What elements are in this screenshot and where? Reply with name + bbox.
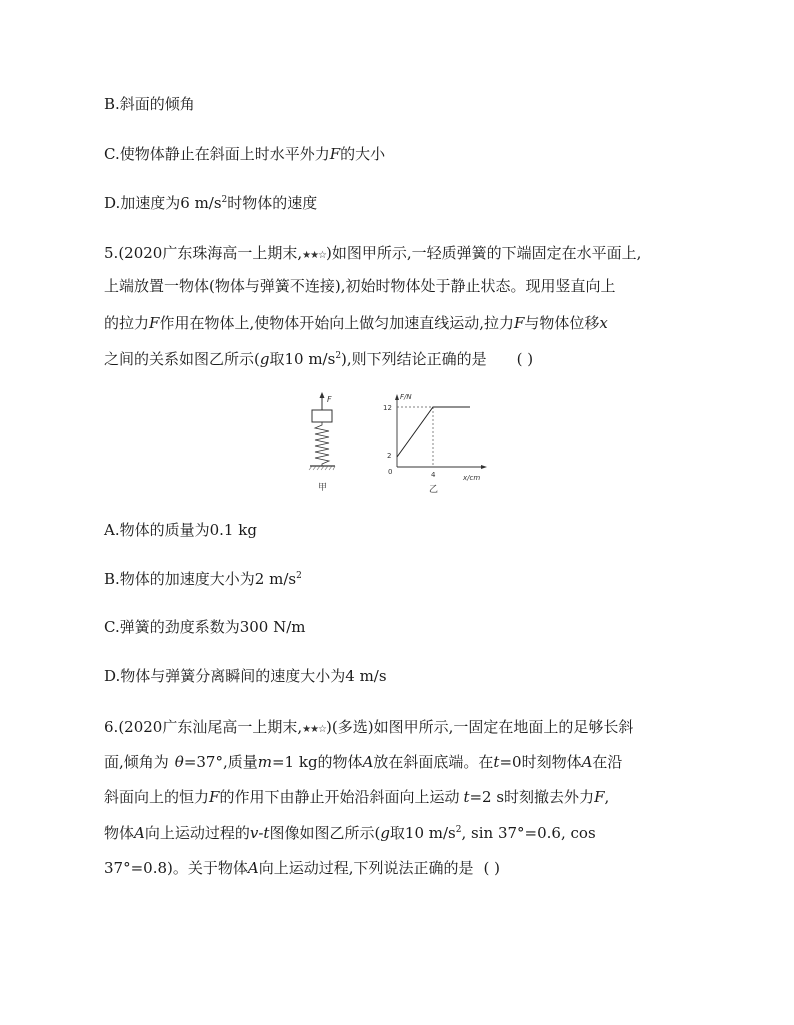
q6-source: (2020广东汕尾高一上期末, <box>118 718 303 736</box>
superscript: 2 <box>296 571 302 581</box>
displacement-variable: x <box>599 314 608 332</box>
superscript: 2 <box>335 351 342 361</box>
q6-text: 向上运动过程的 <box>144 824 250 842</box>
q5-line-2: 上端放置一物体(物体与弹簧不连接),初始时物体处于静止状态。现用竖直向上 <box>104 277 616 295</box>
q6-line-1 <box>104 717 633 740</box>
object-variable: A <box>362 753 374 771</box>
force-variable: F <box>329 145 341 163</box>
q6-line-4 <box>104 823 596 843</box>
force-variable: F <box>149 314 160 332</box>
block-icon <box>312 410 332 422</box>
force-variable: F <box>594 788 605 806</box>
q5-figure <box>300 390 500 500</box>
tick-4: 4 <box>431 471 436 479</box>
q5-text: 与物体位移 <box>524 314 600 332</box>
jia-label: 甲 <box>318 483 328 493</box>
q5-text: 取10 m/s <box>269 350 336 368</box>
gravity-variable: g <box>259 350 270 368</box>
q6-text: 的作用下由静止开始沿斜面向上运动 <box>219 788 460 806</box>
arrow-head-icon <box>320 392 325 398</box>
force-label: F <box>327 395 332 404</box>
q6-text: 在沿 <box>592 753 623 771</box>
figure-yi-graph <box>383 393 487 495</box>
q5-text-1: 如图甲所示,一轻质弹簧的下端固定在水平面上, <box>331 244 642 262</box>
q6-text: 物体 <box>104 824 135 842</box>
q6-text: 面,倾角为 <box>104 753 169 771</box>
q5-text: ),则下列结论正确的是 <box>341 350 487 368</box>
vt-variable: v-t <box>249 824 270 842</box>
q5-line-4 <box>104 349 533 369</box>
object-variable: A <box>247 859 259 877</box>
option-c-text: C.使物体静止在斜面上时水平外力 <box>104 145 330 163</box>
superscript: 2 <box>221 195 228 205</box>
f-x-line <box>397 407 470 457</box>
q5-source: (2020广东珠海高一上期末, <box>118 244 303 262</box>
spring-icon <box>315 422 329 466</box>
q6-line-3 <box>104 787 609 807</box>
q5-option-b <box>104 569 302 589</box>
yi-label: 乙 <box>429 485 439 495</box>
q6-line-5 <box>104 858 500 878</box>
q6-text: =1 kg的物体 <box>271 753 363 771</box>
q6-text: =37°,质量 <box>183 753 258 771</box>
q5-source-close: ) <box>326 244 332 262</box>
q5-number: 5. <box>104 244 119 262</box>
answer-blank[interactable]: ( ) <box>483 859 500 877</box>
q5-option-d: D.物体与弹簧分离瞬间的速度大小为4 m/s <box>104 667 387 685</box>
q5-option-b-text: B.物体的加速度大小为2 m/s <box>104 570 297 588</box>
answer-blank[interactable]: ( ) <box>516 350 534 368</box>
q5-option-a: A.物体的质量为0.1 kg <box>104 521 257 539</box>
tick-2: 2 <box>387 452 392 460</box>
option-d-suffix: 时物体的速度 <box>227 194 318 212</box>
ground-hatch-icon <box>309 466 335 470</box>
q6-text: =0时刻物体 <box>499 753 582 771</box>
q6-text: 图像如图乙所示( <box>269 824 381 842</box>
gravity-variable: g <box>380 824 390 842</box>
q6-text: 37°=0.8)。关于物体 <box>104 859 248 877</box>
time-variable: t <box>493 753 500 771</box>
object-variable: A <box>134 824 145 842</box>
q5-line-3 <box>104 313 608 333</box>
q6-text: 取10 m/s <box>389 824 456 842</box>
force-variable: F <box>513 314 525 332</box>
object-variable: A <box>581 753 593 771</box>
q5-line-1 <box>104 243 641 266</box>
q5-text: 的拉力 <box>104 314 150 332</box>
figure-jia <box>309 392 335 493</box>
q5-option-c: C.弹簧的劲度系数为300 N/m <box>104 618 306 636</box>
x-axis-label: x/cm <box>463 474 481 482</box>
q6-text: , <box>604 788 610 806</box>
q6-text: 向上运动过程,下列说法正确的是 <box>258 859 474 877</box>
q6-number: 6. <box>104 718 119 736</box>
q6-text-1: (多选)如图甲所示,一固定在地面上的足够长斜 <box>331 718 634 736</box>
tick-0: 0 <box>388 468 393 476</box>
q6-line-2 <box>104 752 622 772</box>
difficulty-stars-icon: ★★☆ <box>302 250 327 261</box>
y-axis-arrow-icon <box>395 394 399 400</box>
time-variable: t <box>463 788 470 806</box>
q6-text: , sin 37°=0.6, cos <box>461 824 596 842</box>
angle-variable: θ <box>174 753 184 771</box>
q6-text: 斜面向上的恒力 <box>104 788 210 806</box>
superscript: 2 <box>455 825 462 835</box>
option-d-text: D.加速度为6 m/s <box>104 194 222 212</box>
q6-text: =2 s时刻撤去外力 <box>469 788 595 806</box>
tick-12: 12 <box>383 404 392 412</box>
q5-text: 之间的关系如图乙所示( <box>104 350 260 368</box>
x-axis-arrow-icon <box>481 465 487 469</box>
option-c-prev <box>104 144 385 164</box>
difficulty-stars-icon: ★★☆ <box>302 724 327 735</box>
q6-text: 放在斜面底端。在 <box>373 753 494 771</box>
option-d-prev <box>104 193 317 213</box>
y-axis-label: F/N <box>400 393 412 401</box>
force-variable: F <box>209 788 220 806</box>
q6-source-close: ) <box>326 718 332 736</box>
mass-variable: m <box>257 753 272 771</box>
option-b-prev: B.斜面的倾角 <box>104 95 195 113</box>
option-c-suffix: 的大小 <box>340 145 386 163</box>
q5-text: 作用在物体上,使物体开始向上做匀加速直线运动,拉力 <box>159 314 514 332</box>
